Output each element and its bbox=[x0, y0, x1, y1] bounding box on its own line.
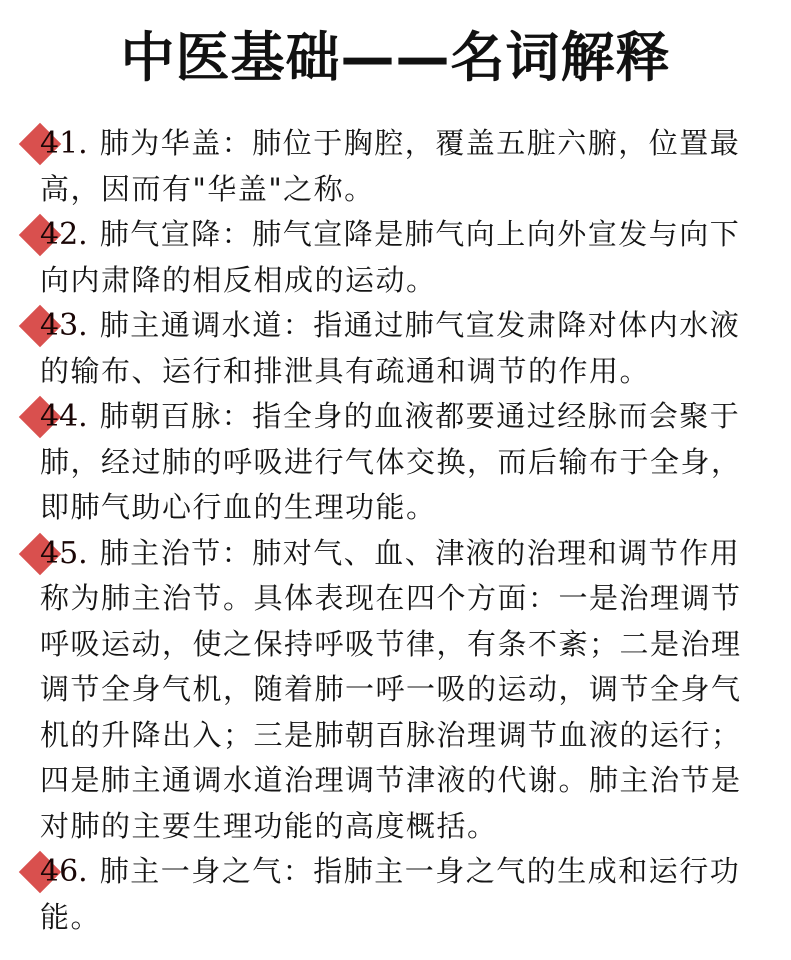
entry-text: 肺气宣降：肺气宣降是肺气向上向外宣发与向下向内肃降的相反相成的运动。 bbox=[40, 217, 741, 297]
entry-number: 41. bbox=[40, 126, 88, 161]
term-entry-44 bbox=[0, 394, 746, 531]
entry-number-badge bbox=[40, 849, 94, 895]
entry-number: 45. bbox=[40, 535, 88, 571]
entry-text: 肺主一身之气：指肺主一身之气的生成和运行功能。 bbox=[40, 854, 741, 934]
entry-text: 肺朝百脉：指全身的血液都要通过经脉而会聚于肺，经过肺的呼吸进行气体交换，而后输布于全身，即肺气助心行血的生理功能。 bbox=[40, 399, 742, 524]
entry-number-badge bbox=[40, 531, 94, 577]
term-entry-45 bbox=[0, 531, 746, 850]
entry-text: 肺为华盖：肺位于胸腔，覆盖五脏六腑，位置最高，因而有"华盖"之称。 bbox=[40, 126, 741, 206]
term-entry-41 bbox=[0, 121, 746, 212]
entry-number-badge bbox=[40, 121, 94, 167]
term-entry-43 bbox=[0, 303, 746, 394]
entry-number: 44. bbox=[40, 399, 88, 434]
term-entry-46 bbox=[0, 849, 746, 940]
entry-number-badge bbox=[40, 212, 94, 258]
entry-number-badge bbox=[40, 303, 94, 349]
entry-number: 43. bbox=[40, 308, 88, 343]
entry-number: 46. bbox=[40, 854, 88, 889]
term-list bbox=[0, 121, 791, 940]
entry-text: 肺主通调水道：指通过肺气宣发肃降对体内水液的输布、运行和排泄具有疏通和调节的作用。 bbox=[40, 308, 741, 388]
term-entry-42 bbox=[0, 212, 746, 303]
entry-number-badge bbox=[40, 394, 94, 440]
page-title: 中医基础——名词解释 bbox=[120, 26, 671, 89]
entry-text: 肺主治节：肺对气、血、津液的治理和调节作用称为肺主治节。具体表现在四个方面：一是治理调节呼吸运动，使之保持呼吸节律，有条不紊；二是治理调节全身气机，随着肺一呼一吸的运动，调节全身气机的升降出入；三是肺朝百脉治理调节血液的运行；四是肺主通调水道治理调节津液的代谢。肺主治节是对肺的主要生理功能的高度概括。 bbox=[40, 535, 742, 843]
entry-number: 42. bbox=[40, 217, 88, 252]
